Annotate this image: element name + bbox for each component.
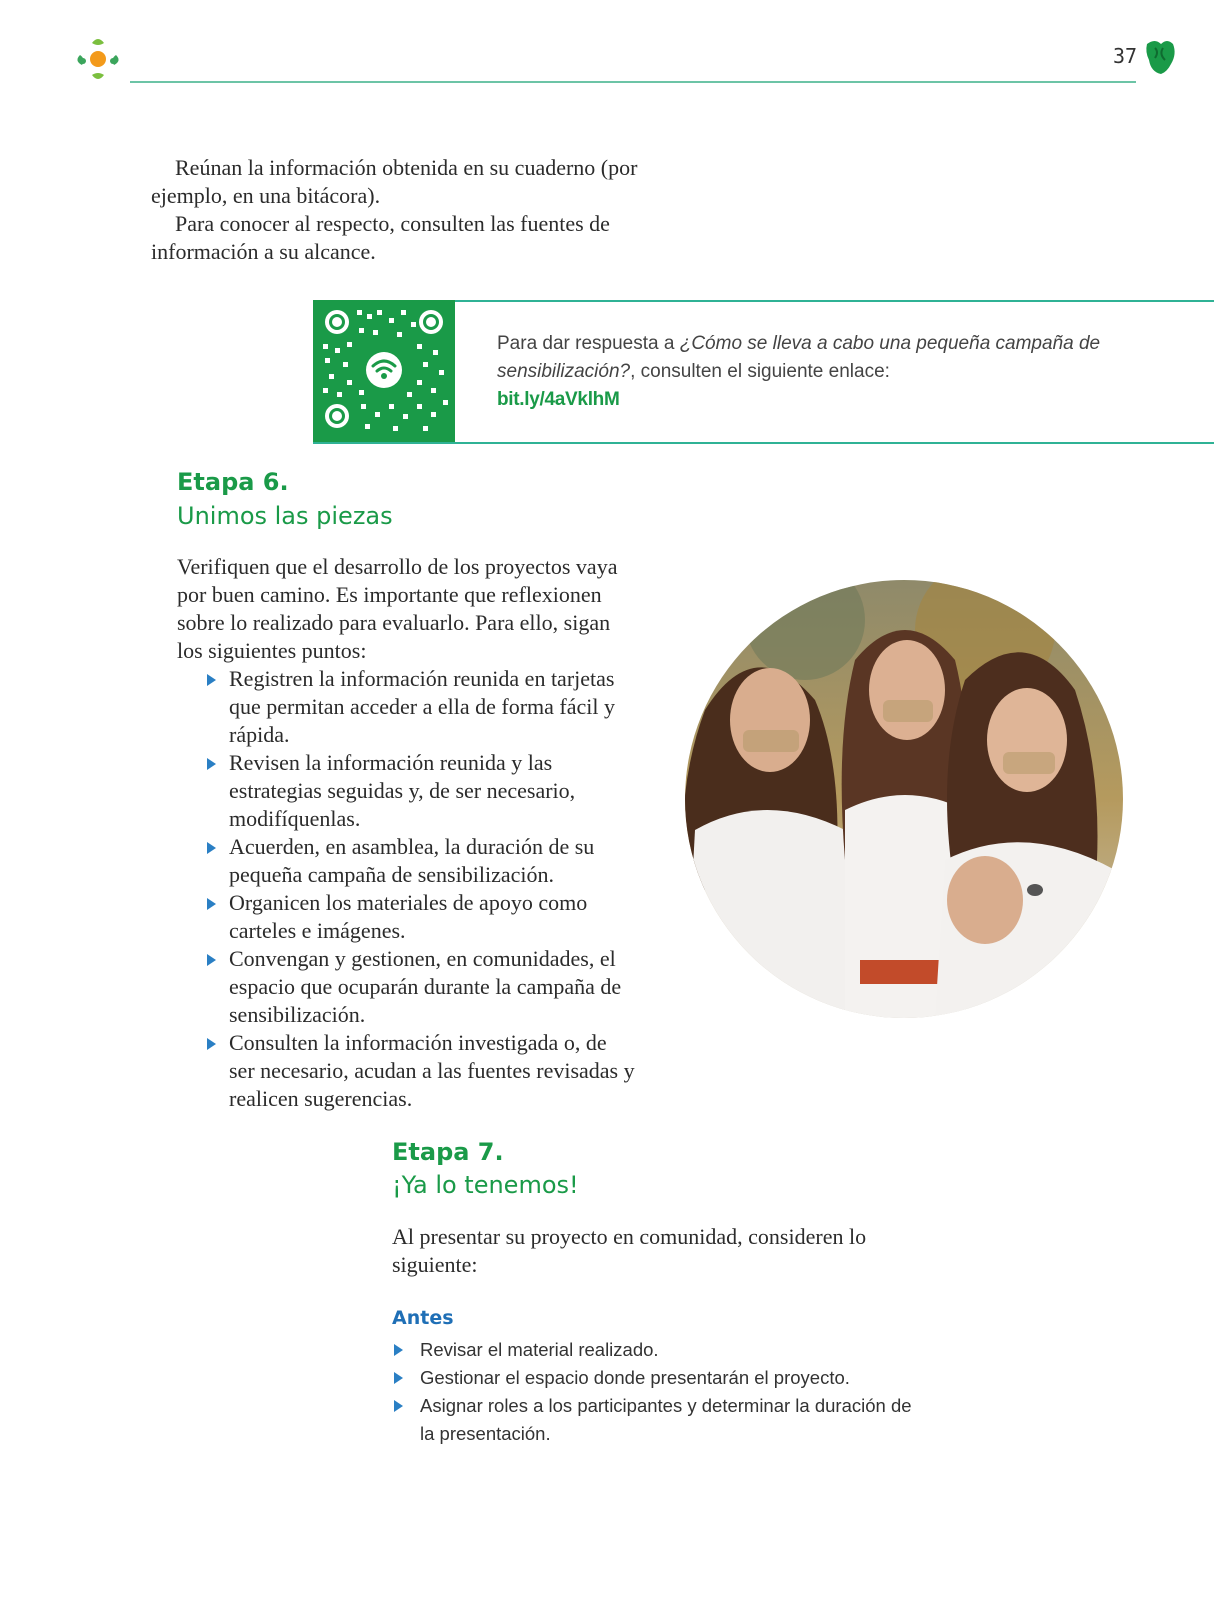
list-item bbox=[177, 889, 637, 945]
qr-caption bbox=[497, 330, 1137, 414]
header-rule bbox=[130, 81, 1136, 83]
stage-6-points bbox=[177, 665, 637, 1113]
list-item-text: Registren la información reunida en tarjetas que permitan acceder a ella de forma fácil y rápida. bbox=[229, 666, 615, 747]
intro-paragraph-2: Para conocer al respecto, consulten las fuentes de información a su alcance. bbox=[151, 211, 610, 264]
antes-list bbox=[392, 1336, 912, 1448]
qr-code-icon[interactable] bbox=[313, 300, 455, 442]
list-item-text: Consulten la información investigada o, de ser necesario, acudan a las fuentes revisadas y realicen sugerencias. bbox=[229, 1030, 635, 1111]
qr-caption-lead: Para dar respuesta a bbox=[497, 333, 680, 354]
list-item bbox=[177, 749, 637, 833]
flower-logo-icon bbox=[72, 33, 124, 85]
list-item-text: Gestionar el espacio donde presentarán el proyecto. bbox=[420, 1367, 850, 1388]
bullet-triangle-icon bbox=[207, 1038, 216, 1050]
bullet-triangle-icon bbox=[207, 898, 216, 910]
bullet-triangle-icon bbox=[207, 954, 216, 966]
bullet-triangle-icon bbox=[394, 1372, 403, 1384]
list-item bbox=[177, 833, 637, 889]
list-item bbox=[392, 1336, 912, 1364]
list-item bbox=[177, 665, 637, 749]
list-item-text: Convengan y gestionen, en comunidades, el espacio que ocuparán durante la campaña de sensibilización. bbox=[229, 946, 622, 1027]
list-item bbox=[392, 1392, 912, 1448]
stage-6-body bbox=[177, 553, 637, 1113]
list-item-text: Revisen la información reunida y las estrategias seguidas y, de ser necesario, modifíquenlas. bbox=[229, 750, 576, 831]
bullet-triangle-icon bbox=[207, 842, 216, 854]
bullet-triangle-icon bbox=[207, 758, 216, 770]
intro-paragraph-1: Reúnan la información obtenida en su cuaderno (por ejemplo, en una bitácora). bbox=[151, 155, 638, 208]
list-item-text: Asignar roles a los participantes y determinar la duración de la presentación. bbox=[420, 1395, 912, 1444]
stage-6-title: Unimos las piezas bbox=[177, 502, 393, 530]
stage-7-number: Etapa 7. bbox=[392, 1138, 504, 1166]
green-glyph-icon bbox=[1143, 38, 1177, 78]
intro-text bbox=[151, 154, 651, 266]
bullet-triangle-icon bbox=[394, 1344, 403, 1356]
list-item-text: Organicen los materiales de apoyo como carteles e imágenes. bbox=[229, 890, 588, 943]
antes-subheading: Antes bbox=[392, 1307, 454, 1329]
stage-7-intro: Al presentar su proyecto en comunidad, consideren lo siguiente: bbox=[392, 1224, 867, 1277]
campaign-photo bbox=[685, 580, 1123, 1018]
list-item-text: Revisar el material realizado. bbox=[420, 1339, 659, 1360]
page-number: 37 bbox=[1113, 44, 1138, 68]
stage-6-number: Etapa 6. bbox=[177, 468, 289, 496]
list-item bbox=[392, 1364, 912, 1392]
qr-caption-question: ¿Cómo se lleva a cabo una pequeña campaña de sensibilización? bbox=[497, 333, 1101, 382]
stage-7-title: ¡Ya lo tenemos! bbox=[392, 1171, 579, 1199]
qr-caption-tail: , consulten el siguiente enlace: bbox=[630, 361, 890, 382]
stage-6-intro: Verifiquen que el desarrollo de los proyectos vaya por buen camino. Es importante que reflexionen sobre lo realizado para evaluarlo. Para ello, sigan los siguientes puntos: bbox=[177, 554, 618, 663]
qr-link[interactable]: bit.ly/4aVklhM bbox=[497, 389, 620, 410]
bullet-triangle-icon bbox=[394, 1400, 403, 1412]
bullet-triangle-icon bbox=[207, 674, 216, 686]
list-item-text: Acuerden, en asamblea, la duración de su pequeña campaña de sensibilización. bbox=[229, 834, 595, 887]
list-item bbox=[177, 945, 637, 1029]
list-item bbox=[177, 1029, 637, 1113]
